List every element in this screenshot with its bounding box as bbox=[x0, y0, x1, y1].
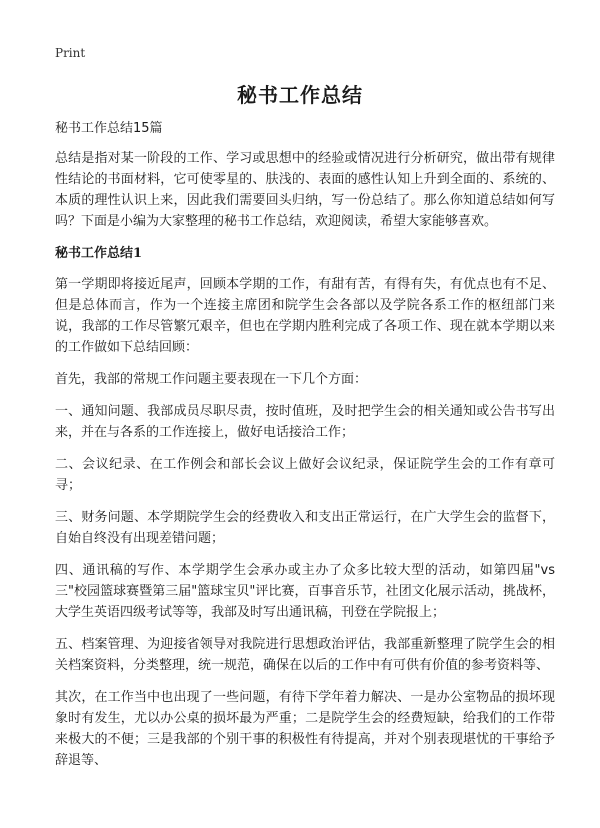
body-paragraph: 其次，在工作当中也出现了一些问题，有待下学年着力解决、一是办公室物品的损坏现象时有发生，尤以办公桌的损坏最为严重；二是院学生会的经费短缺，给我们的工作带来极大的不便；三是我部的个别干事的积极性有待提高，并对个别表现堪忧的干事给予辞退等、 bbox=[55, 690, 555, 768]
document-subtitle: 秘书工作总结15篇 bbox=[55, 121, 163, 136]
body-paragraph: 五、档案管理、为迎接省领导对我院进行思想政治评估，我部重新整理了院学生会的相关档案资料，分类整理，统一规范，确保在以后的工作中有可供有价值的参考资料等、 bbox=[55, 637, 555, 673]
body-paragraph: 二、会议纪录、在工作例会和部长会议上做好会议纪录，保证院学生会的工作有章可寻； bbox=[55, 457, 555, 493]
body-paragraph: 第一学期即将接近尾声，回顾本学期的工作，有甜有苦，有得有失，有优点也有不足、但是总体而言，作为一个连接主席团和院学生会各部以及学院各系工作的枢纽部门来说，我部的工作尽管繁冗艰辛，但也在学期内胜利完成了各项工作、现在就本学期以来的工作做如下总结回顾： bbox=[55, 277, 555, 355]
body-paragraph: 一、通知问题、我部成员尽职尽责，按时值班，及时把学生会的相关通知或公告书写出来，并在与各系的工作连接上，做好电话接洽工作； bbox=[55, 404, 555, 440]
intro-paragraph: 总结是指对某一阶段的工作、学习或思想中的经验或情况进行分析研究，做出带有规律性结论的书面材料，它可使零星的、肤浅的、表面的感性认知上升到全面的、系统的、本质的理性认识上来，因此我们需要回头归纳，写一份总结了。那么你知道总结如何写吗？下面是小编为大家整理的秘书工作总结，欢迎阅读，希望大家能够喜欢。 bbox=[55, 151, 555, 229]
section-heading: 秘书工作总结1 bbox=[55, 246, 143, 261]
document-title: 秘书工作总结 bbox=[237, 83, 363, 107]
body-paragraph: 首先，我部的常规工作问题主要表现在一下几个方面： bbox=[55, 372, 368, 387]
document-body bbox=[55, 118, 555, 782]
body-paragraph: 三、财务问题、本学期院学生会的经费收入和支出正常运行，在广大学生会的监督下，自始自终没有出现差错问题； bbox=[55, 510, 555, 546]
body-paragraph: 四、通讯稿的写作、本学期学生会承办或主办了众多比较大型的活动，如第四届"vs三"校园篮球赛暨第三届"篮球宝贝"评比赛，百事音乐节，社团文化展示活动，挑战杯，大学生英语四级考试等等，我部及时写出通讯稿，刊登在学院报上； bbox=[55, 563, 555, 620]
print-link[interactable]: Print bbox=[55, 46, 86, 60]
